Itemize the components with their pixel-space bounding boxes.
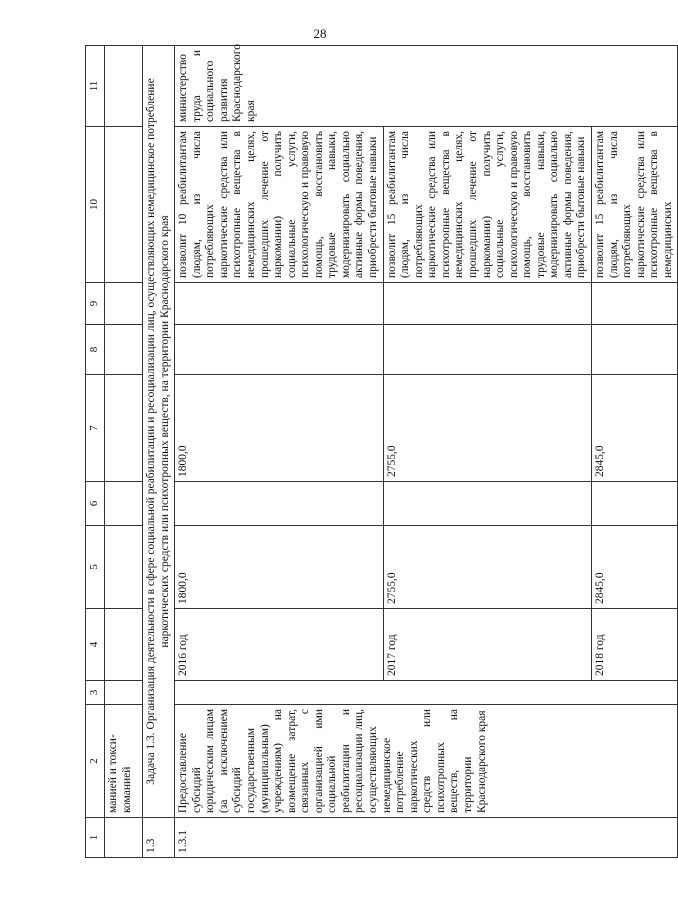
local-cell (175, 325, 383, 375)
rotated-table-frame (85, 46, 676, 858)
regional-cell: 2755,0 (383, 375, 591, 482)
result-cell: позволит 10 реабилитантам (людям, из числа потребляющих наркотические средства или психотропные вещества в немедицинских целях, прошедших лечение от наркомании) получить социальные услуги, психологическую и правовую помощь, восстановить трудовые навыки, модернизировать социально активные формы поведения, приобрести бытовые навыки (175, 127, 383, 283)
measure-name: Предоставление субсидий юридическим лицам (за исключением субсидий государственным (муниципальным) учреждениям) на возмещение затрат, связанных с организацией ими социальной реабилитации и ресоциализации лиц, осуществляющих немедицинское потребление наркотических средств или психотропных веществ, на территории Краснодарского края (175, 705, 678, 818)
other-cell (383, 283, 591, 325)
regional-cell: 1800,0 (175, 375, 383, 482)
total-cell: 2845,0 (592, 526, 678, 609)
task-number: 1.3 (143, 818, 175, 858)
col-header: 5 (86, 526, 105, 609)
other-cell (175, 283, 383, 325)
federal-cell (175, 482, 383, 526)
col-header: 9 (86, 283, 105, 325)
measure-number: 1.3.1 (175, 818, 678, 858)
local-cell (592, 325, 678, 375)
result-cell: позволит 15 реабилитантам (людям, из числа потребляющих наркотические средства или психотропные вещества в немедицинских целях, прошедших лечение от наркомании) получить социальные услуги, психологическую и правовую помощь, восстановить трудовые навыки, модернизировать социально активные формы поведения, приобрести бытовые навыки (383, 127, 591, 283)
regional-cell: 2845,0 (592, 375, 678, 482)
federal-cell (383, 482, 591, 526)
continuation-row (105, 46, 143, 858)
responsible-cell: министерство труда и социального развития Краснодарского края (175, 46, 678, 127)
year-cell: 2018 год (592, 609, 678, 681)
federal-cell (592, 482, 678, 526)
total-cell: 1800,0 (175, 526, 383, 609)
col-header: 4 (86, 609, 105, 681)
program-table (85, 45, 678, 858)
page-number: 28 (313, 26, 327, 41)
continuation-text: манией и токси- команией (105, 705, 143, 818)
col-header: 8 (86, 325, 105, 375)
year-cell: 2017 год (383, 609, 591, 681)
col-header: 11 (86, 46, 105, 127)
col-header: 1 (86, 818, 105, 858)
measure-row-2016 (175, 46, 383, 858)
task-row (143, 46, 175, 858)
header-row (86, 46, 105, 858)
local-cell (383, 325, 591, 375)
result-cell: позволит 15 реабилитантам (людям, из числа потребляющих наркотические средства или психотропные вещества в немедицинских (592, 127, 678, 283)
col-header: 2 (86, 705, 105, 818)
col-header: 7 (86, 375, 105, 482)
task-text: Задача 1.3. Организация деятельности в сфере социальной реабилитации и ресоциализации лиц, осуществляющих немедицинское потребление наркотических средств или психотропных веществ, на территории Краснодарского края (143, 46, 175, 818)
col-header: 3 (86, 681, 105, 705)
total-cell: 2755,0 (383, 526, 591, 609)
year-cell: 2016 год (175, 609, 383, 681)
col-header: 10 (86, 127, 105, 283)
other-cell (592, 283, 678, 325)
col-header: 6 (86, 482, 105, 526)
